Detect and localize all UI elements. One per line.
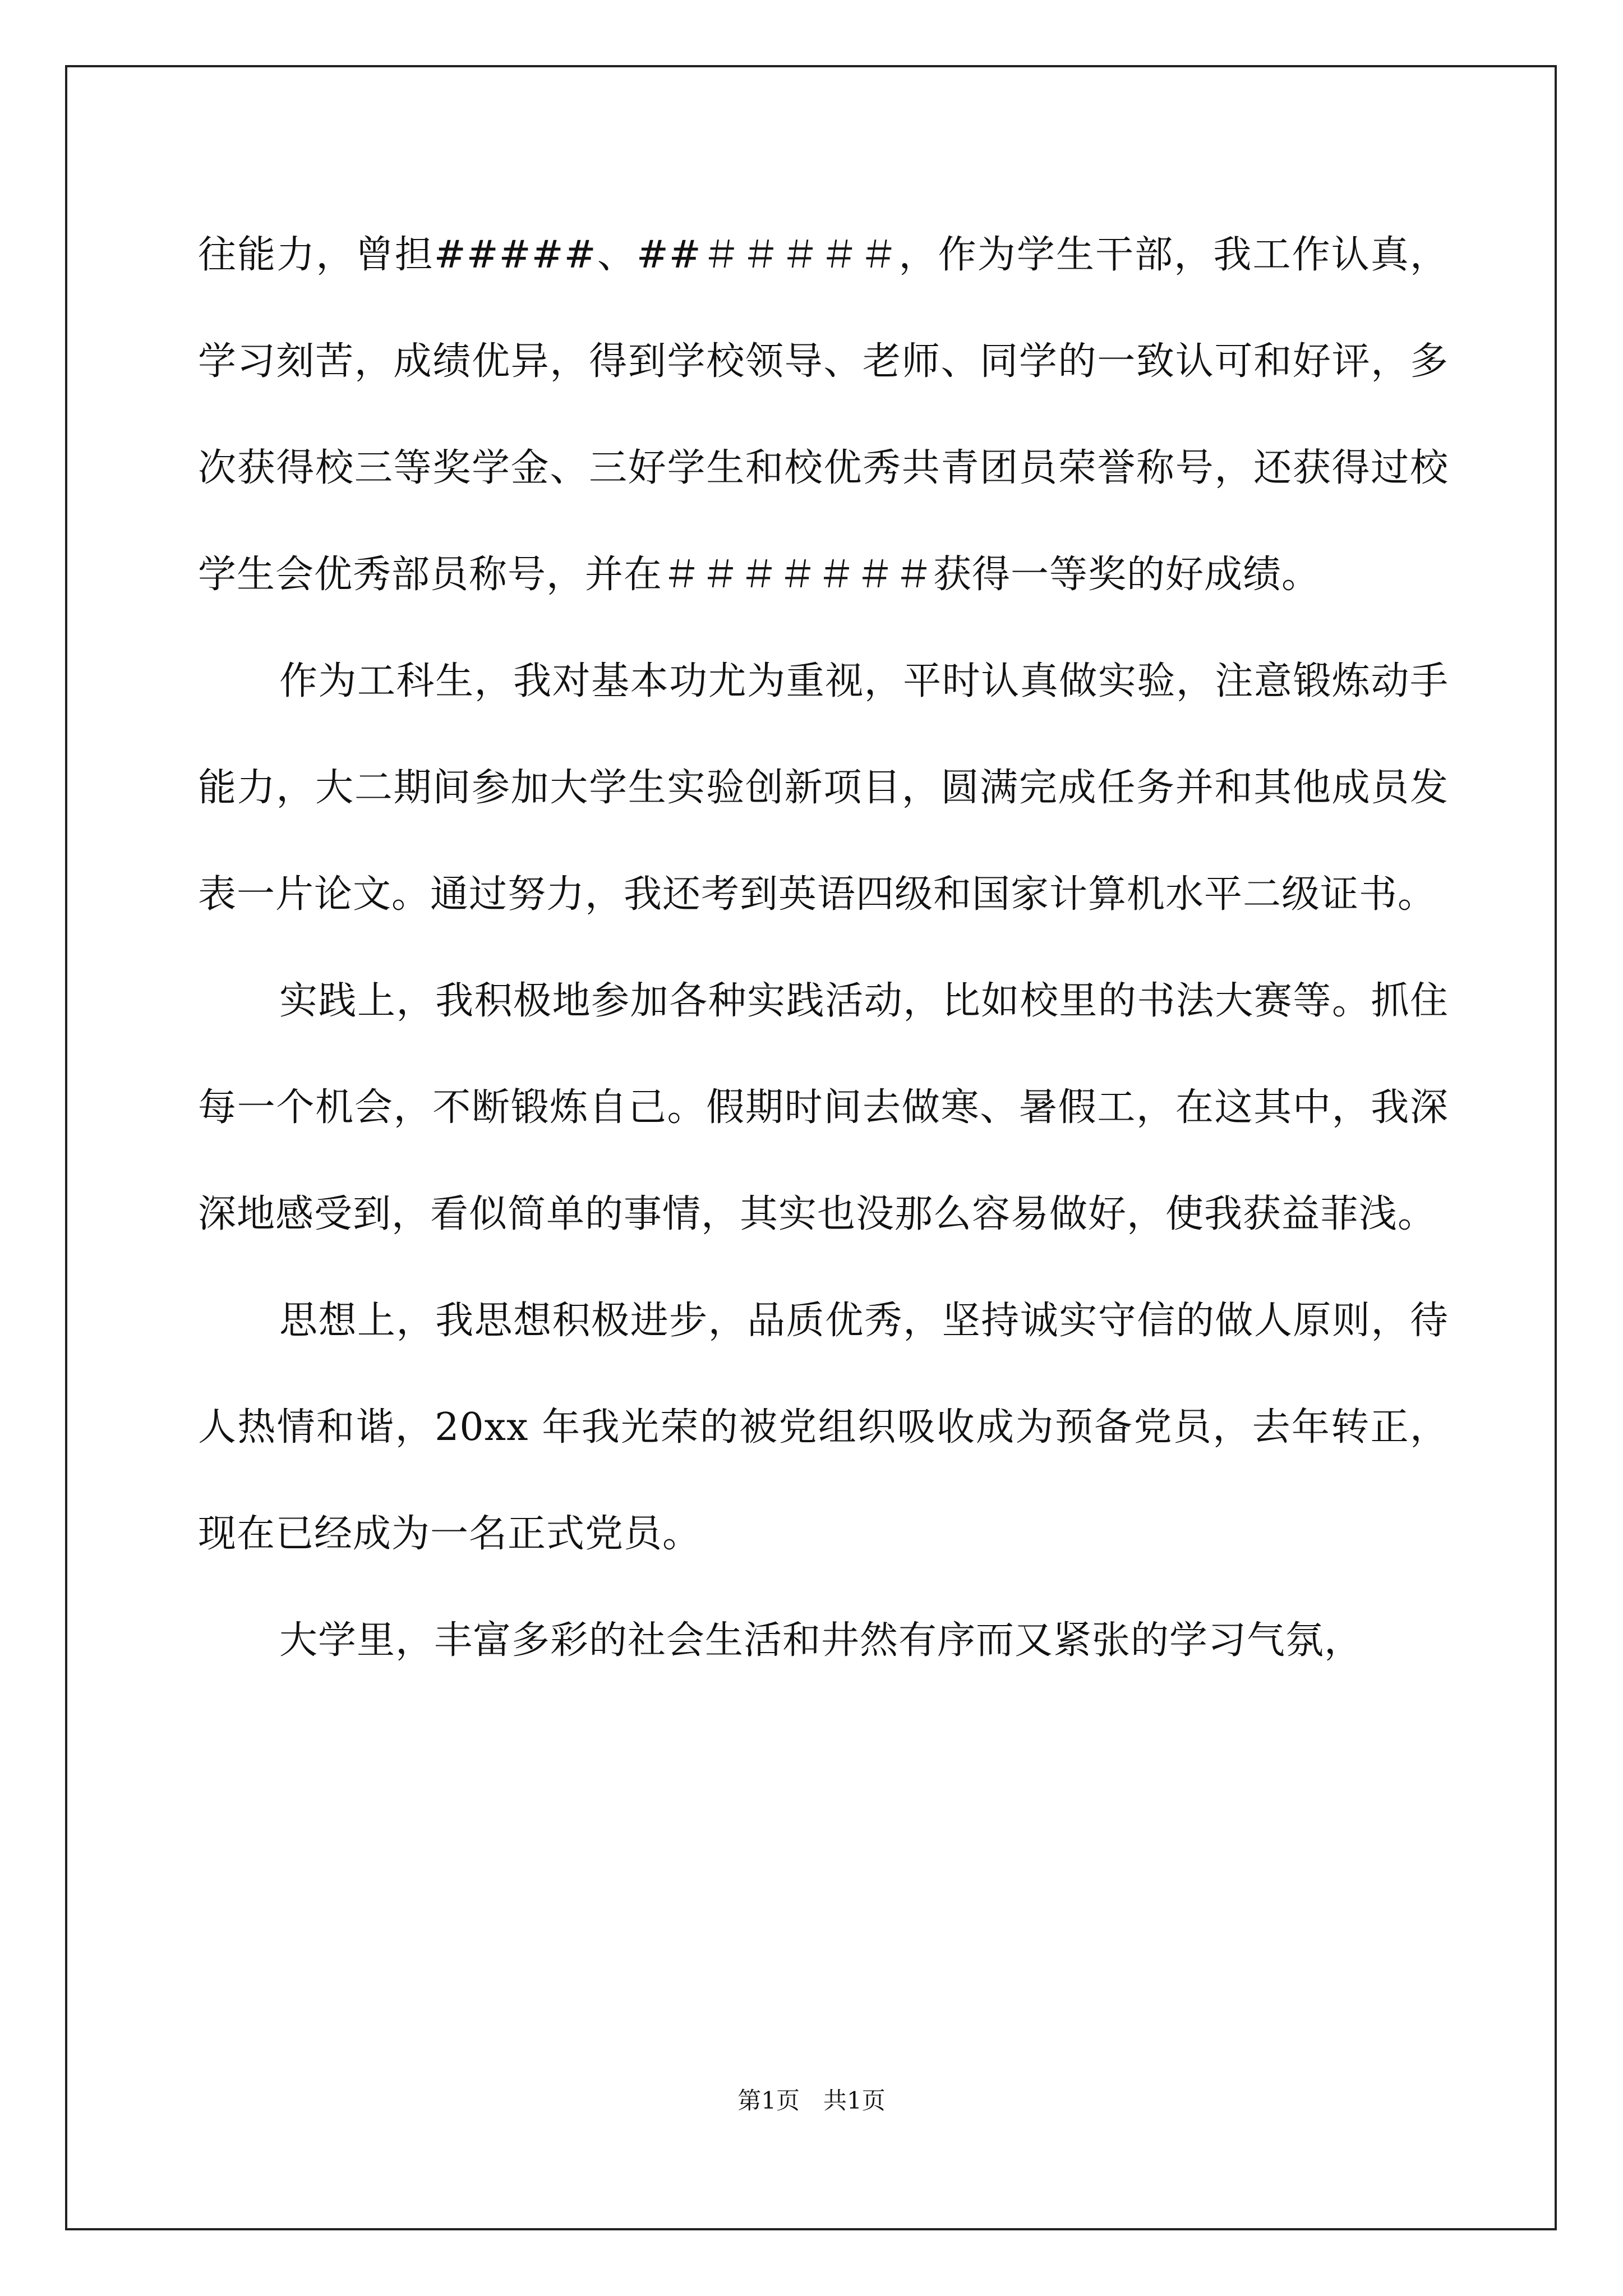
paragraph-practice: 实践上，我积极地参加各种实践活动，比如校里的书法大赛等。抓住每一个机会，不断锻炼自己。假期时间去做寒、暑假工，在这其中，我深深地感受到，看似简单的事情，其实也没那么容易做好，使我获益菲浅。 [198,979,1449,1236]
paragraph-achievements: 往能力，曾担#####、##＃＃＃＃＃，作为学生干部，我工作认真，学习刻苦，成绩优异，得到学校领导、老师、同学的一致认可和好评，多次获得校三等奖学金、三好学生和校优秀共青团员荣誉称号，还获得过校学生会优秀部员称号，并在＃＃＃＃＃＃＃获得一等奖的好成绩。 [198,233,1449,597]
page-number-footer: 第1页 共1页 [737,2087,886,2114]
paragraph-university-life: 大学里，丰富多彩的社会生活和井然有序而又紧张的学习气氛， [279,1618,1363,1663]
paragraph-ideology: 思想上，我思想积极进步，品质优秀，坚持诚实守信的做人原则，待人热情和谐，20xx 年我光荣的被党组织吸收成为预备党员，去年转正，现在已经成为一名正式党员。 [198,1299,1449,1556]
document-body [198,202,1449,1694]
paragraph-engineering-skills: 作为工科生，我对基本功尤为重视，平时认真做实验，注意锻炼动手能力，大二期间参加大学生实验创新项目，圆满完成任务并和其他成员发表一片论文。通过努力，我还考到英语四级和国家计算机水平二级证书。 [198,659,1449,917]
